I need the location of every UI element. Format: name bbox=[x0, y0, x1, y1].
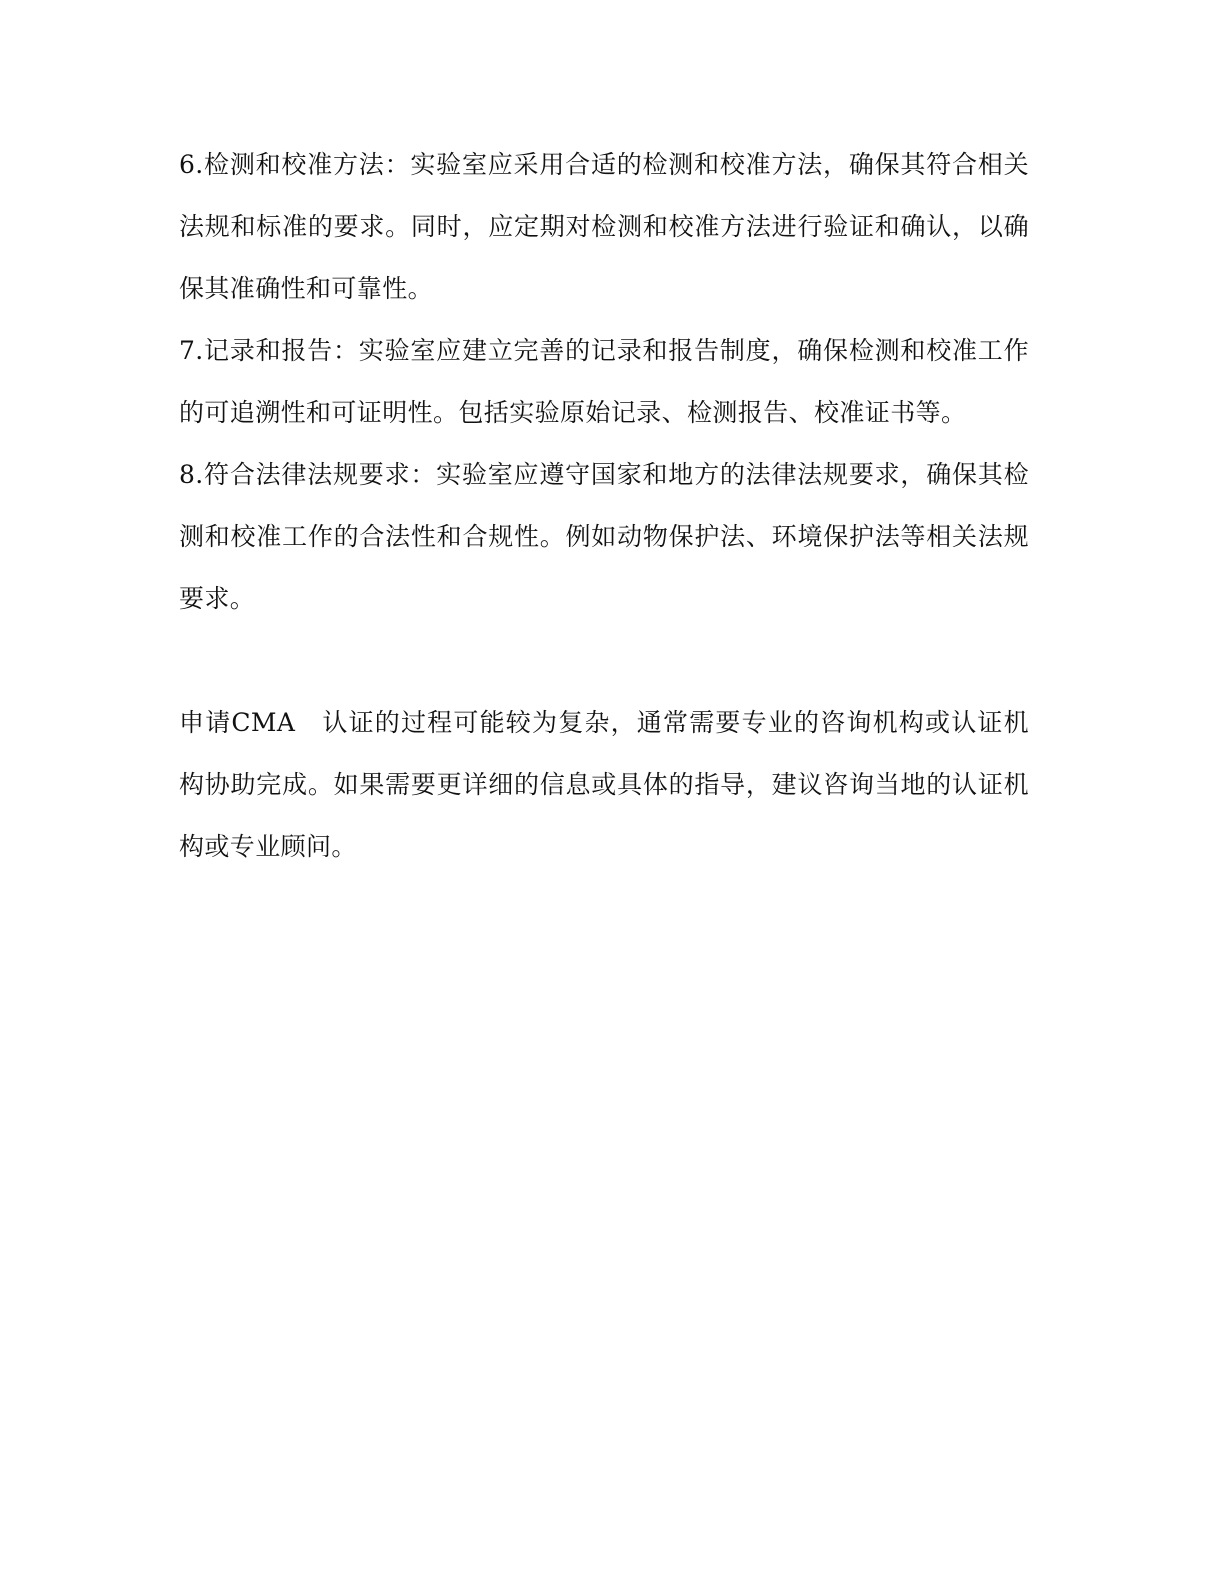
paragraph-summary: 申请CMA 认证的过程可能较为复杂，通常需要专业的咨询机构或认证机构协助完成。如果需要更详细的信息或具体的指导，建议咨询当地的认证机构或专业顾问。 bbox=[179, 708, 1029, 861]
document-body bbox=[179, 134, 1029, 878]
paragraph-item-8: 8.符合法律法规要求：实验室应遵守国家和地方的法律法规要求，确保其检测和校准工作的合法性和合规性。例如动物保护法、环境保护法等相关法规要求。 bbox=[179, 460, 1029, 613]
paragraph-item-7: 7.记录和报告：实验室应建立完善的记录和报告制度，确保检测和校准工作的可追溯性和可证明性。包括实验原始记录、检测报告、校准证书等。 bbox=[179, 336, 1029, 427]
paragraph-spacer bbox=[179, 630, 1029, 692]
paragraph-item-6: 6.检测和校准方法：实验室应采用合适的检测和校准方法，确保其符合相关法规和标准的要求。同时，应定期对检测和校准方法进行验证和确认，以确保其准确性和可靠性。 bbox=[179, 150, 1029, 303]
